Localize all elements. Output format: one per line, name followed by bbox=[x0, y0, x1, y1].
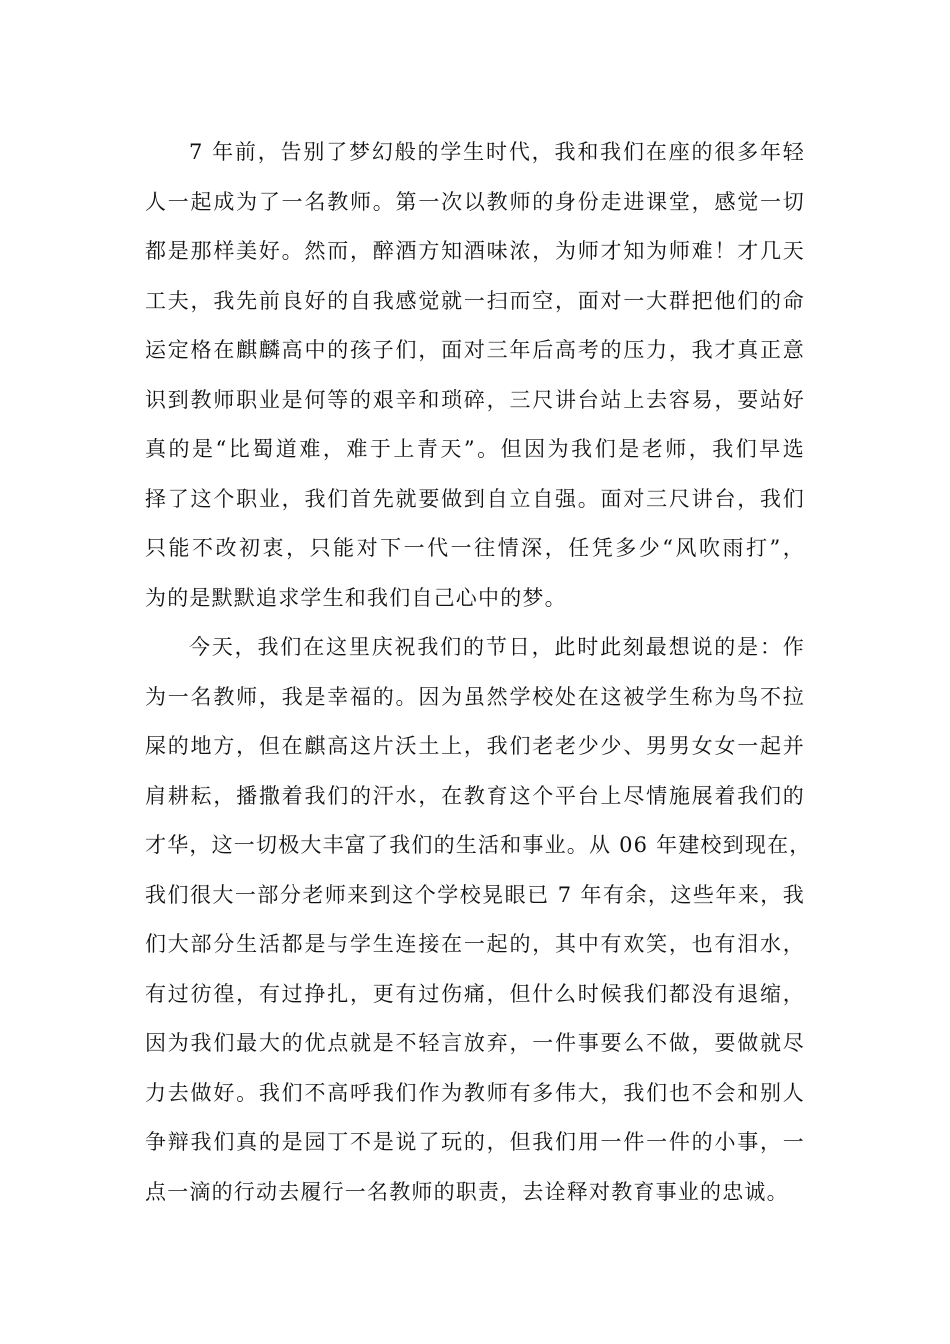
paragraph-line: 只能不改初衷，只能对下一代一往情深，任凭多少“风吹雨打”， bbox=[145, 536, 805, 560]
paragraph-line: 7 年前，告别了梦幻般的学生时代，我和我们在座的很多年轻 bbox=[189, 140, 805, 164]
paragraph-line: 都是那样美好。然而，醉酒方知酒味浓，为师才知为师难！才几天 bbox=[145, 239, 805, 263]
paragraph-line: 屎的地方，但在麒高这片沃土上，我们老老少少、男男女女一起并 bbox=[145, 734, 805, 758]
paragraph-1 bbox=[145, 128, 805, 623]
body-text bbox=[145, 128, 812, 1217]
paragraph-line: 才华，这一切极大丰富了我们的生活和事业。从 06 年建校到现在， bbox=[145, 833, 812, 857]
paragraph-line: 争辩我们真的是园丁不是说了玩的，但我们用一件一件的小事，一 bbox=[145, 1130, 805, 1154]
paragraph-line: 为的是默默追求学生和我们自己心中的梦。 bbox=[145, 585, 567, 610]
paragraph-line: 为一名教师，我是幸福的。因为虽然学校处在这被学生称为鸟不拉 bbox=[145, 684, 805, 709]
paragraph-line: 工夫，我先前良好的自我感觉就一扫而空，面对一大群把他们的命 bbox=[145, 288, 805, 313]
paragraph-line: 因为我们最大的优点就是不轻言放弃，一件事要么不做，要做就尽 bbox=[145, 1031, 805, 1055]
paragraph-line: 运定格在麒麟高中的孩子们，面对三年后高考的压力，我才真正意 bbox=[145, 338, 805, 362]
paragraph-line: 真的是“比蜀道难，难于上青天”。但因为我们是老师，我们早选 bbox=[145, 437, 805, 461]
paragraph-line: 们大部分生活都是与学生连接在一起的，其中有欢笑，也有泪水， bbox=[145, 932, 805, 956]
paragraph-line: 人一起成为了一名教师。第一次以教师的身份走进课堂，感觉一切 bbox=[145, 189, 805, 214]
paragraph-2 bbox=[145, 623, 812, 1217]
paragraph-line: 今天，我们在这里庆祝我们的节日，此时此刻最想说的是：作 bbox=[189, 635, 805, 659]
paragraph-line: 择了这个职业，我们首先就要做到自立自强。面对三尺讲台，我们 bbox=[145, 486, 805, 511]
paragraph-line: 力去做好。我们不高呼我们作为教师有多伟大，我们也不会和别人 bbox=[145, 1080, 805, 1105]
paragraph-line: 有过彷徨，有过挣扎，更有过伤痛，但什么时候我们都没有退缩， bbox=[145, 981, 805, 1006]
paragraph-line: 我们很大一部分老师来到这个学校晃眼已 7 年有余，这些年来，我 bbox=[145, 882, 805, 907]
paragraph-line: 点一滴的行动去履行一名教师的职责，去诠释对教育事业的忠诚。 bbox=[145, 1179, 789, 1204]
paragraph-line: 识到教师职业是何等的艰辛和琐碎，三尺讲台站上去容易，要站好 bbox=[145, 387, 805, 412]
paragraph-line: 肩耕耘，播撒着我们的汗水，在教育这个平台上尽情施展着我们的 bbox=[145, 783, 805, 808]
